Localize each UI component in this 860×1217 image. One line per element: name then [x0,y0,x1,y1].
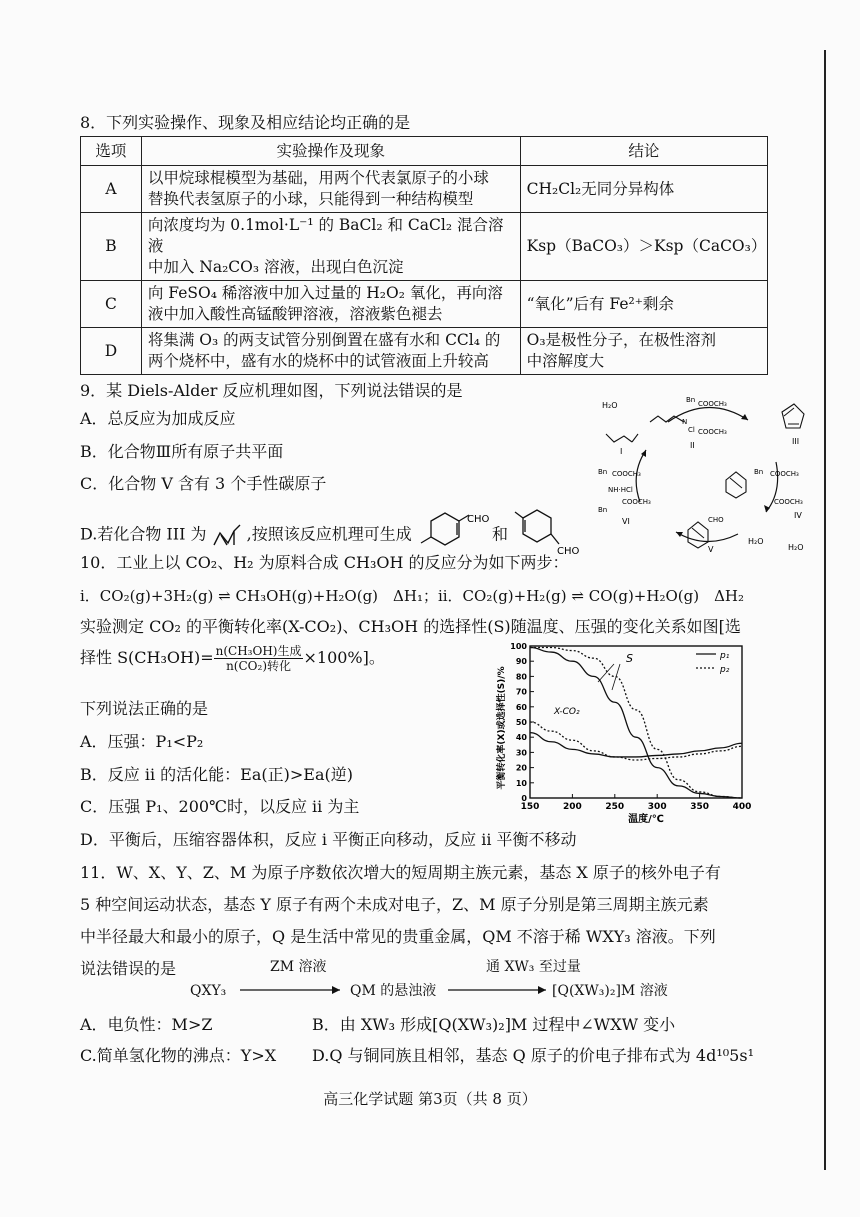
legend-p2: p₂ [720,665,730,675]
q11-option-b: B．由 XW₃ 形成[Q(XW₃)₂]M 过程中∠WXW 变小 [312,1015,676,1034]
q8-table [80,136,768,375]
q11-option-d: D.Q 与铜同族且相邻，基态 Q 原子的价电子排布式为 4d¹⁰5s¹ [312,1046,754,1065]
y-tick-label: 50 [515,718,527,727]
y-tick-label: 10 [515,778,527,788]
op-line: 向浓度均为 0.1mol·L⁻¹ 的 BaCl₂ 和 CaCl₂ 混合溶液 [147,216,504,255]
isoprene-structure [212,521,242,549]
annotation-pointer [598,664,614,682]
row-operation [141,213,520,281]
x-tick-label: 200 [563,802,582,812]
op-line: 液中加入酸性高锰酸钾溶液，溶液紫色褪去 [147,305,443,323]
row-option: B [81,213,142,281]
op-line: 向 FeSO₄ 稀溶液中加入过量的 H₂O₂ 氧化，再向溶 [147,284,503,302]
x-tick-label: 250 [605,802,625,812]
annotation-s: S [626,652,633,665]
flow-species3: [Q(XW₃)₂]M 溶液 [552,983,668,999]
row-operation [141,328,520,375]
q10-selectivity [80,644,385,673]
y-axis-label: 平衡转化率(X)或选择性(S)/% [497,666,507,790]
h2o-top: H₂O [602,401,618,410]
y-tick-label: 80 [515,672,527,682]
cooch3-label: COOCH₃ [622,498,651,506]
row-conclusion [520,328,767,375]
q11-line4: 说法错误的是 [80,959,177,978]
con-line: O₃是极性分子，在极性溶剂 [526,331,717,349]
row-operation [141,281,520,328]
q10-option-b: B．反应 ii 的活化能：Ea(正)>Ea(逆) [80,765,353,784]
header-conclusion: 结论 [520,137,767,166]
sel-prefix: 择性 S(CH₃OH)= [80,648,214,667]
y-tick-label: 90 [515,657,527,667]
q10-option-d: D．平衡后，压缩容器体积，反应 i 平衡正向移动，反应 ii 平衡不移动 [80,830,577,849]
series-xco2-p1 [530,733,742,757]
flow-arrow2-label: 通 XW₃ 至过量 [486,959,581,975]
header-operation: 实验操作及现象 [141,137,520,166]
nhhcl-label: NH·HCl [608,486,633,494]
bn-label: Bn [598,468,608,476]
label-ii: II [690,441,695,450]
op-line: 中加入 Na₂CO₃ 溶液，出现白色沉淀 [147,258,404,276]
cho-label: CHO [708,516,724,524]
q11-line2: 5 种空间运动状态，基态 Y 原子有两个未成对电子，Z、M 原子分别是第三周期主族元素 [80,895,709,914]
y-tick-label: 0 [521,794,527,803]
cooch3-label: COOCH₃ [770,470,799,478]
q9-option-a: A．总反应为加成反应 [80,409,236,428]
bn-label: Bn [686,396,696,404]
q11-option-c: C.简单氢化物的沸点：Y>X [80,1046,277,1065]
q11-option-a: A．电负性：M>Z [80,1015,213,1034]
plot-frame [530,646,742,798]
table-header-row [81,137,768,166]
ncl-label: N [682,418,688,426]
annotation-pointer [612,664,620,690]
q10-stem: 10．工业上以 CO₂、H₂ 为原料合成 CH₃OH 的反应分为如下两步： [80,553,569,572]
row-conclusion [520,213,767,281]
op-line: 以甲烷球棍模型为基础，用两个代表氯原子的小球 [147,169,489,187]
q9-stem: 9．某 Diels-Alder 反应机理如图，下列说法错误的是 [80,381,463,400]
sel-numerator: n(CH₃OH)生成 [215,644,302,658]
label-v: V [708,545,714,554]
x-axis-label: 温度/℃ [628,814,664,825]
h2o-bottom: H₂O [748,537,764,546]
series-xco2-p2 [530,722,742,760]
con-line: “氧化”后有 Fe²⁺剩余 [526,294,674,313]
row-option: A [81,166,142,213]
y-tick-label: 100 [510,642,527,651]
series-s-p1 [530,648,742,798]
bn-label: Bn [598,506,608,514]
x-tick-label: 300 [647,802,667,812]
header-option: 选项 [81,137,142,166]
con-line: Ksp（BaCO₃）＞Ksp（CaCO₃） [526,237,767,255]
q10-equations: i．CO₂(g)+3H₂(g) ⇌ CH₃OH(g)+H₂O(g) ΔH₁；ii．CO₂(g)+H₂(g) ⇌ CO(g)+H₂O(g) ΔH₂ [80,587,744,605]
op-line: 将集满 O₃ 的两支试管分别倒置在盛有水和 CCl₄ 的 [147,331,501,349]
con-line: CH₂Cl₂无同分异构体 [526,179,675,198]
q11-line1: 11．W、X、Y、Z、M 为原子序数依次增大的短周期主族元素，基态 X 原子的核外电子有 [80,863,721,882]
op-line: 两个烧杯中，盛有水的烧杯中的试管液面上升较高 [147,352,489,370]
q9-d-and: 和 [491,524,508,544]
cooch3-label: COOCH₃ [774,498,803,506]
sel-denominator: n(CO₂)转化 [226,659,292,673]
flow-species2: QM 的悬浊液 [350,983,437,999]
row-conclusion [520,281,767,328]
y-tick-label: 40 [515,733,527,743]
row-operation [141,166,520,213]
row-option: C [81,281,142,328]
cho-label: CHO [557,546,580,557]
arrow-head-1 [332,986,340,994]
flow-species1: QXY₃ [190,983,227,999]
y-tick-label: 60 [515,702,527,712]
cl-label: Cl [688,426,695,434]
y-tick-label: 70 [515,687,527,697]
x-tick-label: 400 [732,802,752,812]
q10-option-a: A．压强：P₁<P₂ [80,732,204,751]
flow-arrows [240,980,560,996]
sel-suffix: ×100%]。 [303,648,385,667]
table-row [81,213,768,281]
q9-option-c: C．化合物 V 含有 3 个手性碳原子 [80,474,327,493]
q10-ask: 下列说法正确的是 [80,699,209,718]
op-line: 替换代表氢原子的小球，只能得到一种结构模型 [147,190,474,208]
mechanism-diagram [598,392,818,554]
row-option: D [81,328,142,375]
cho-label: CHO [466,514,490,525]
q10-line3: 实验测定 CO₂ 的平衡转化率(X-CO₂)、CH₃OH 的选择性(S)随温度、压强的变化关系如图[选 [80,617,741,636]
label-iv: IV [794,511,802,520]
cooch3-label: COOCH₃ [698,428,727,436]
table-row [81,281,768,328]
label-iii: III [792,437,800,446]
table-row [81,328,768,375]
page-footer: 高三化学试题 第3页（共 8 页） [323,1090,537,1108]
arrow-head-2 [538,986,546,994]
bn-label: Bn [754,468,764,476]
annotation-xco2: X-CO₂ [554,707,580,717]
y-tick-label: 20 [515,763,527,773]
sel-fraction [214,644,304,673]
x-tick-label: 350 [690,802,709,812]
con-line: 中溶解度大 [526,352,605,370]
series-s-p2 [530,648,742,798]
flow-arrow1-label: ZM 溶液 [270,959,327,975]
label-vi: VI [622,517,630,526]
h2o-right: H₂O [788,543,804,552]
q9-d-middle: ,按照该反应机理可生成 [246,524,412,544]
x-tick-label: 150 [520,802,540,812]
product-structure-1 [417,513,490,557]
cooch3-label: COOCH₃ [698,400,727,408]
q9-d-prefix: D.若化合物 III 为 [80,524,207,544]
q10-chart [494,638,760,824]
q11-line3: 中半径最大和最小的原子，Q 是生活中常见的贵重金属，QM 不溶于稀 WXY₃ 溶液。下列 [80,927,716,946]
table-row [81,166,768,213]
cooch3-label: COOCH₃ [612,470,641,478]
row-conclusion [520,166,767,213]
q10-option-c: C．压强 P₁、200℃时，以反应 ii 为主 [80,797,360,816]
q8-stem: 8．下列实验操作、现象及相应结论均正确的是 [80,113,411,132]
legend-p1: p₁ [720,651,730,661]
q9-option-b: B．化合物Ⅲ所有原子共平面 [80,442,284,461]
label-i: I [620,447,623,456]
margin-rule [824,50,826,1170]
y-tick-label: 30 [515,748,527,758]
